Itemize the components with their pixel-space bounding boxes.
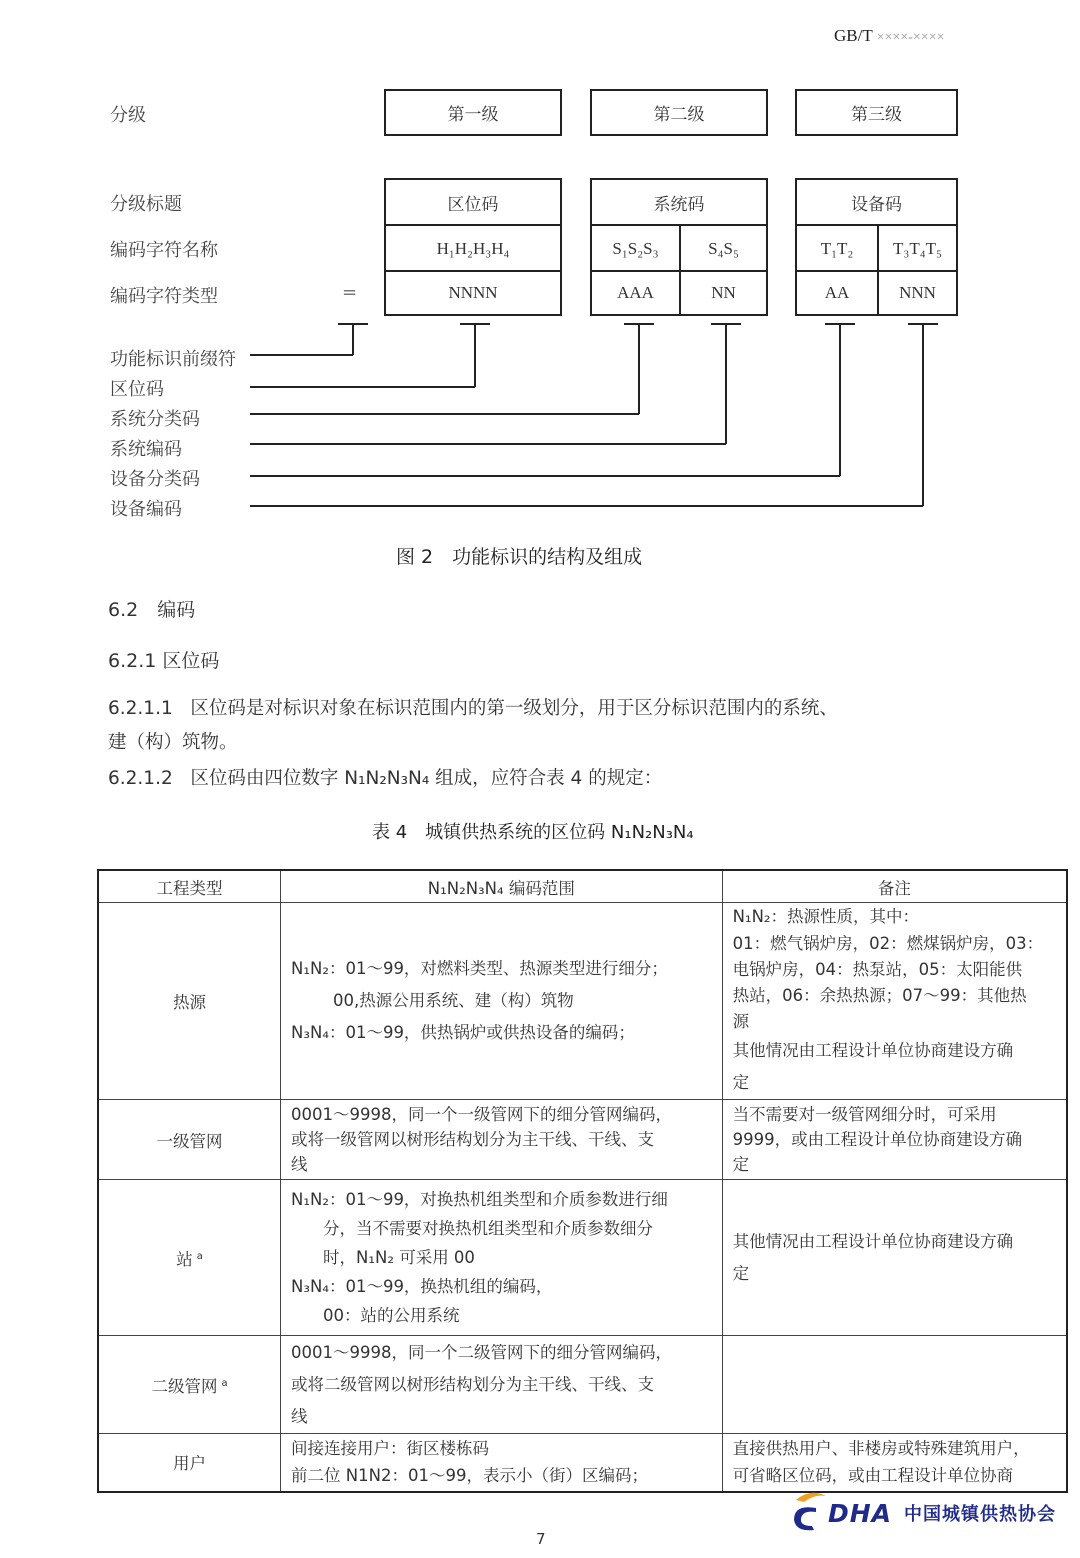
cell-type — [98, 1336, 281, 1434]
legend-system-class-code: 系统分类码 — [110, 409, 200, 430]
cell-range — [281, 903, 723, 1100]
cell-type — [98, 903, 281, 1100]
range-line: 时，N₁N₂ 可采用 00 — [323, 1248, 475, 1267]
equipment-char-name-1: T₁T₂ — [820, 238, 854, 258]
cell-note — [722, 1434, 1067, 1492]
system-code-title: 系统码 — [653, 195, 705, 215]
footnote-marker: a — [196, 1250, 203, 1262]
system-char-name-1: S₁S₂S₃ — [612, 238, 659, 258]
legend-system-code: 系统编码 — [110, 439, 182, 460]
system-char-name-2: S₄S₅ — [708, 238, 739, 258]
paragraph-6-2-1-1 — [108, 692, 1008, 760]
footnote-marker: a — [221, 1377, 228, 1389]
table-row — [98, 1100, 1067, 1180]
clause-text-cont: 建（构）筑物。 — [108, 732, 238, 753]
range-line: 前二位 N1N2：01～99，表示小（街）区编码； — [291, 1466, 648, 1486]
equipment-char-type-1: AA — [824, 283, 850, 302]
range-line: 线 — [291, 1155, 308, 1174]
table-row — [98, 1434, 1067, 1492]
row-label-level-title: 分级标题 — [110, 194, 182, 215]
logo-mark: DHA — [828, 1498, 893, 1528]
cell-note — [722, 1100, 1067, 1180]
type-label: 一级管网 — [156, 1131, 223, 1151]
system-char-type-1: AAA — [617, 283, 654, 302]
range-line: N₁N₂：01～99，对换热机组类型和介质参数进行细 — [291, 1190, 668, 1209]
clause-number: 6.2.1.2 — [108, 768, 173, 789]
cdha-logo — [788, 1490, 1056, 1536]
table-header-row — [98, 870, 1067, 903]
location-code-title: 区位码 — [447, 195, 499, 215]
clause-number: 6.2.1.1 — [108, 698, 173, 719]
location-char-name: H₁H₂H₃H₄ — [436, 238, 510, 258]
clause-text: 区位码是对标识对象在标识范围内的第一级划分，用于区分标识范围内的系统、 — [190, 698, 838, 719]
table-4 — [97, 869, 1068, 1493]
range-line: 0001～9998，同一个二级管网下的细分管网编码， — [291, 1342, 673, 1362]
cell-type — [98, 1434, 281, 1492]
header-project-type: 工程类型 — [98, 870, 281, 903]
note-line: 其他情况由工程设计单位协商建设方确 — [732, 1041, 1014, 1060]
range-line: 00,热源公用系统、建（构）筑物 — [333, 991, 574, 1010]
legend-equipment-class-code: 设备分类码 — [110, 469, 200, 490]
note-line: 定 — [732, 1073, 750, 1092]
table-row — [98, 1336, 1067, 1434]
range-line: 0001～9998，同一个一级管网下的细分管网编码， — [291, 1105, 673, 1124]
range-line: 或将一级管网以树形结构划分为主干线、干线、支 — [291, 1130, 655, 1149]
header-code-range: N₁N₂N₃N₄ 编码范围 — [281, 870, 723, 903]
level-box-2: 第二级 — [590, 89, 768, 136]
note-line: 01：燃气锅炉房，02：燃煤锅炉房，03： — [732, 934, 1044, 953]
paragraph-6-2-1-2 — [108, 762, 1008, 796]
cell-type — [98, 1100, 281, 1180]
range-line: 线 — [291, 1406, 308, 1426]
note-line: 电锅炉房，04：热泵站，05：太阳能供 — [732, 960, 1023, 979]
cell-note — [722, 1180, 1067, 1336]
logo-org-name: 中国城镇供热协会 — [904, 1504, 1057, 1525]
section-6-2-heading: 6.2 编码 — [108, 599, 196, 621]
note-line: 其他情况由工程设计单位协商建设方确 — [732, 1231, 1014, 1251]
note-line: 当不需要对一级管网细分时，可采用 — [732, 1105, 997, 1124]
legend-equipment-code: 设备编码 — [110, 499, 182, 520]
standard-prefix: GB/T — [834, 26, 873, 45]
figure-caption: 图 2 功能标识的结构及组成 — [396, 546, 643, 568]
level-box-1: 第一级 — [384, 89, 562, 136]
type-label: 热源 — [173, 993, 207, 1012]
note-line: 定 — [732, 1263, 750, 1283]
type-label: 用户 — [173, 1454, 207, 1474]
legend-prefix: 功能标识前缀符 — [110, 349, 236, 370]
location-char-type: NNNN — [448, 283, 498, 302]
range-line: 间接连接用户：街区楼栋码 — [291, 1439, 490, 1459]
cell-range — [281, 1434, 723, 1492]
equipment-char-name-2: T₃T₄T₅ — [893, 238, 942, 258]
range-line: 00：站的公用系统 — [323, 1306, 460, 1325]
cell-type — [98, 1180, 281, 1336]
note-line: 直接供热用户、非楼房或特殊建筑用户， — [732, 1439, 1030, 1459]
cell-range — [281, 1100, 723, 1180]
standard-number: ××××-×××× — [876, 30, 945, 45]
header-note: 备注 — [722, 870, 1067, 903]
range-line: N₁N₂：01～99，对燃料类型、热源类型进行细分； — [291, 959, 668, 978]
table-4-caption: 表 4 城镇供热系统的区位码 N₁N₂N₃N₄ — [372, 822, 694, 843]
range-line: 或将二级管网以树形结构划分为主干线、干线、支 — [291, 1374, 655, 1394]
cell-note — [722, 903, 1067, 1100]
section-6-2-1-heading: 6.2.1 区位码 — [108, 650, 220, 672]
equals-sign: = — [342, 282, 358, 303]
note-line: 定 — [732, 1155, 750, 1174]
range-line: 分，当不需要对换热机组类型和介质参数细分 — [323, 1219, 654, 1238]
page-number: 7 — [536, 1530, 546, 1548]
clause-text: 区位码由四位数字 N₁N₂N₃N₄ 组成，应符合表 4 的规定： — [190, 768, 663, 789]
note-line: 热站，06：余热热源；07～99：其他热 — [732, 986, 1027, 1005]
range-line: N₃N₄：01～99，换热机组的编码， — [291, 1277, 553, 1296]
equipment-code-title: 设备码 — [851, 195, 902, 215]
note-line: 9999，或由工程设计单位协商建设方确 — [732, 1130, 1023, 1149]
note-line: N₁N₂：热源性质，其中： — [732, 907, 920, 926]
range-line: N₃N₄：01～99，供热锅炉或供热设备的编码； — [291, 1023, 635, 1042]
table-row — [98, 903, 1067, 1100]
equipment-char-type-2: NNN — [899, 283, 936, 302]
note-line: 可省略区位码，或由工程设计单位协商 — [732, 1466, 1014, 1486]
logo-emblem-icon — [788, 1490, 828, 1536]
row-label-level: 分级 — [110, 105, 146, 126]
row-label-char-type: 编码字符类型 — [110, 286, 218, 307]
legend-location-code: 区位码 — [110, 379, 164, 400]
table-row — [98, 1180, 1067, 1336]
row-label-char-name: 编码字符名称 — [110, 240, 218, 261]
connector-lines — [0, 0, 1080, 530]
type-label: 站 — [176, 1249, 193, 1269]
cell-range — [281, 1180, 723, 1336]
level-box-3: 第三级 — [795, 89, 958, 136]
note-line: 源 — [732, 1012, 750, 1031]
cell-note — [722, 1336, 1067, 1434]
cell-range — [281, 1336, 723, 1434]
type-label: 二级管网 — [151, 1376, 218, 1396]
system-char-type-2: NN — [711, 283, 736, 302]
